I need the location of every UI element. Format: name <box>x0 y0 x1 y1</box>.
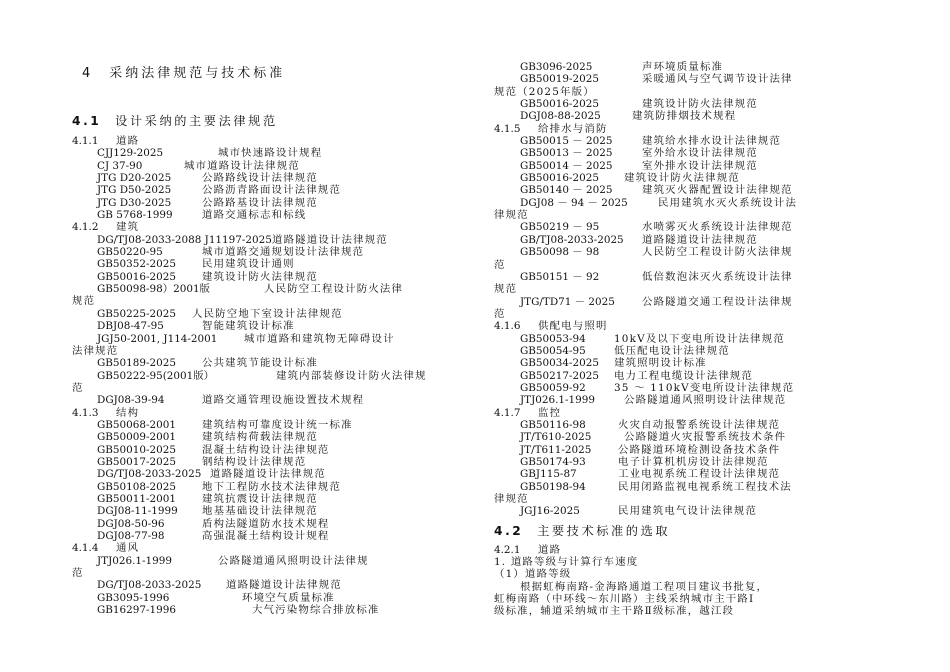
standard-name: 建筑结构可靠度设计统一标准 <box>202 418 353 431</box>
standard-entry <box>72 370 436 382</box>
paragraph-4-2-1 <box>494 556 858 618</box>
standard-code: GB50011-2001 <box>97 492 176 505</box>
standard-name: 建筑结构荷载法律规范 <box>202 431 318 444</box>
standard-entry <box>72 258 436 270</box>
standard-name: 10kV及以下变电所设计法律规范 <box>614 332 785 345</box>
standard-code: DG/TJ08-2033-2025 <box>97 579 202 592</box>
standard-name-continued: 规范 <box>72 295 96 308</box>
standard-entry <box>494 98 858 110</box>
standard-name: 低压配电设计法律规范 <box>614 344 730 357</box>
standard-entry <box>72 431 436 443</box>
standard-name: 城市快速路设计规程 <box>218 147 323 160</box>
standard-name: 公共建筑节能设计标准 <box>202 357 318 370</box>
standard-code: GB50140 － 2025 <box>520 184 613 197</box>
standard-entry <box>72 518 436 530</box>
standard-entry <box>494 481 858 493</box>
standard-code: GB 5768-1999 <box>97 209 173 222</box>
standard-code: GB3095-1996 <box>97 591 170 604</box>
subsection-4-1-4: 4.1.4 通风 <box>72 542 140 555</box>
standard-entry <box>494 357 858 369</box>
standard-name: 低倍数泡沫灭火系统设计法律 <box>642 270 793 283</box>
standard-code: DBJ08-47-95 <box>97 320 164 333</box>
standard-entry <box>72 530 436 542</box>
standard-name: 公路沥青路面设计法律规范 <box>202 184 342 197</box>
standard-name: 建筑给水排水设计法律规范 <box>642 135 782 148</box>
standard-code: GB50016-2025 <box>97 270 176 283</box>
standard-name: 建筑设计防火法律规范 <box>642 98 758 111</box>
standard-code: GB50217-2025 <box>520 369 599 382</box>
standard-code: GB50189-2025 <box>97 357 176 370</box>
standard-entry <box>494 197 858 209</box>
standard-code: JTJ026.1-1999 <box>520 394 595 407</box>
standard-entry <box>494 221 858 233</box>
standard-code: JGJ16-2025 <box>520 505 580 518</box>
standard-name: 建筑防排烟技术规程 <box>632 110 737 123</box>
subsection-4-1-7: 4.1.7 监控 <box>494 406 562 419</box>
standard-entry <box>72 333 436 345</box>
standard-name-continued: 规范（2025年版） <box>494 85 595 98</box>
standard-entry <box>494 382 858 394</box>
standard-name: 35 ～ 110kV变电所设计法律规范 <box>614 381 795 394</box>
standard-entry <box>72 592 436 604</box>
standard-code: CJ 37-90 <box>97 159 143 172</box>
left-column <box>72 66 436 616</box>
standard-code: GB50013 － 2025 <box>520 147 613 160</box>
chapter-heading <box>72 66 436 82</box>
standard-entry <box>72 579 436 591</box>
standard-name: 公路路基设计法律规范 <box>202 196 318 209</box>
right-column <box>494 61 858 618</box>
standard-code: GB50225-2025 <box>97 307 176 320</box>
standard-entry <box>72 197 436 209</box>
standard-name-continued: 范 <box>494 258 506 271</box>
standard-code: GB16297-1996 <box>97 604 176 617</box>
standard-name: 建筑内部装修设计防火法律规 <box>276 369 427 382</box>
standard-name: 大气污染物综合排放标准 <box>252 604 380 617</box>
standard-code: GB50034-2025 <box>520 357 599 370</box>
standard-code: JTG D20-2025 <box>97 172 172 185</box>
standard-entry <box>72 172 436 184</box>
standard-name: 道路交通管理设施设置技术规程 <box>202 394 365 407</box>
paragraph-line: 1. 道路等级与计算行车速度 <box>494 556 639 569</box>
standard-entry <box>72 419 436 431</box>
standard-entry <box>72 320 436 332</box>
standard-name: 钢结构设计法律规范 <box>202 455 307 468</box>
standard-name: 公路隧道环境检测设备技术条件 <box>618 443 781 456</box>
standard-code: GB50198-94 <box>520 480 586 493</box>
list-roads <box>72 147 436 221</box>
standard-entry <box>494 431 858 443</box>
standard-name-continued: 范 <box>72 381 84 394</box>
list-ventilation-cont <box>494 61 858 123</box>
standard-entry <box>494 333 858 345</box>
standard-code: JTJ026.1-1999 <box>97 554 172 567</box>
standard-code: GB50174-93 <box>520 456 586 468</box>
standard-entry <box>72 468 436 480</box>
standard-name: 声环境质量标准 <box>642 61 724 73</box>
standard-code: DGJ08-77-98 <box>97 530 165 542</box>
standard-code: GB50220-95 <box>97 246 163 259</box>
standard-name: 公路隧道通风照明设计法律规范 <box>624 394 787 407</box>
standard-name: 电子计算机机房设计法律规范 <box>618 456 769 468</box>
standard-code: GBJ115-87 <box>520 468 577 481</box>
standard-entry <box>494 172 858 184</box>
standard-entry <box>72 234 436 246</box>
standard-code: JTG D50-2025 <box>97 184 172 197</box>
standard-name: 工业电视系统工程设计法律规范 <box>618 468 781 481</box>
standard-code: GB50059-92 <box>520 381 586 394</box>
standard-name: 民用闭路监视电视系统工程技术法 <box>618 480 792 493</box>
standard-entry <box>72 604 436 616</box>
standard-entry <box>72 308 436 320</box>
subsection-4-1-3: 4.1.3 结构 <box>72 406 140 419</box>
standard-name: 室外给水设计法律规范 <box>642 147 758 160</box>
standard-name: 城市道路交通规划设计法律规范 <box>202 246 365 259</box>
standard-entry <box>494 110 858 122</box>
standard-entry <box>72 246 436 258</box>
standard-name: 民用建筑设计通则 <box>202 258 295 271</box>
standard-code: GB50019-2025 <box>520 73 599 86</box>
standard-name: 公路隧道交通工程设计法律规 <box>642 295 793 308</box>
standard-name-continued: 范 <box>494 307 506 320</box>
paragraph-line: 虹梅南路（中环线～东川路）主线采纳城市主干路Ⅰ <box>494 593 755 606</box>
standard-name: 公路路线设计法律规范 <box>202 172 318 185</box>
standard-entry <box>72 283 436 295</box>
standard-code: GB3096-2025 <box>520 61 593 73</box>
list-power-lighting <box>494 333 858 407</box>
paragraph-line: 根据虹梅南路-金海路通道工程项目建议书批复， <box>520 580 769 593</box>
standard-code: JGJ50-2001, J114-2001 <box>97 332 218 345</box>
chapter-title: 采纳法律规范与技术标准 <box>109 66 286 81</box>
standard-entry <box>72 481 436 493</box>
standard-entry <box>494 73 858 85</box>
standard-name-continued: 律规范 <box>494 209 529 222</box>
standard-entry <box>494 296 858 308</box>
standard-name: 城市道路和建筑物无障碍设计 <box>244 332 395 345</box>
standard-entry <box>72 394 436 406</box>
list-water-fire <box>494 135 858 320</box>
standard-code: GB50053-94 <box>520 332 586 345</box>
standard-name: 建筑设计防火法律规范 <box>202 270 318 283</box>
standard-code: DG/TJ08-2033-2025 <box>97 468 202 481</box>
standard-entry <box>72 456 436 468</box>
standard-name: 民用建筑水灭火系统设计法 <box>658 196 798 209</box>
standard-name: 建筑照明设计标准 <box>614 357 707 370</box>
standard-code: DGJ08-11-1999 <box>97 505 178 518</box>
standard-code: GB50016-2025 <box>520 98 599 111</box>
standard-name-continued: 律规范 <box>494 493 529 506</box>
standard-name-continued: 范 <box>72 567 84 580</box>
standard-entry <box>494 394 858 406</box>
standard-code: GB50009-2001 <box>97 431 176 444</box>
standard-name: 水喷雾灭火系统设计法律规范 <box>642 221 793 234</box>
standard-entry <box>72 184 436 196</box>
standard-entry <box>72 505 436 517</box>
standard-entry <box>494 234 858 246</box>
standard-code: JT/T611-2025 <box>520 443 592 456</box>
standard-entry <box>494 184 858 196</box>
standard-entry <box>494 271 858 283</box>
standard-name: 道路隧道设计法律规范 <box>210 468 326 481</box>
standard-name: 智能建筑设计标准 <box>202 320 295 333</box>
standard-entry <box>494 147 858 159</box>
standard-name: 城市道路设计法律规范 <box>184 159 300 172</box>
standard-name: 地基基础设计法律规范 <box>202 505 318 518</box>
standard-code: GB50054-95 <box>520 344 586 357</box>
standard-name-continued: 规范 <box>494 283 518 296</box>
standard-entry <box>72 444 436 456</box>
paragraph-line: 级标准，辅道采纳城市主干路Ⅱ级标准，越江段 <box>494 605 735 618</box>
standard-name: 高强混凝土结构设计规程 <box>202 530 330 542</box>
standard-name: 建筑抗震设计法律规范 <box>202 492 318 505</box>
subsection-4-1-5: 4.1.5 给排水与消防 <box>494 122 608 135</box>
standard-entry <box>72 160 436 172</box>
standard-entry <box>72 493 436 505</box>
standard-name: 火灾自动报警系统设计法律规范 <box>618 418 781 431</box>
list-ventilation <box>72 555 436 617</box>
standard-entry <box>494 505 858 517</box>
list-structure <box>72 419 436 542</box>
standard-name: 人民防空地下室设计法律规范 <box>192 307 343 320</box>
standard-code: DG/TJ08-2033-2088 J11197-2025 <box>97 233 272 246</box>
standard-name: 采暖通风与空气调节设计法律 <box>642 73 793 86</box>
subsection-4-2-1: 4.2.1 道路 <box>494 543 562 556</box>
standard-name: 民用建筑电气设计法律规范 <box>618 505 758 518</box>
standard-code: JTG/TD71 － 2025 <box>520 295 615 308</box>
standard-code: GB50016-2025 <box>520 172 599 185</box>
standard-code: GB50014 － 2025 <box>520 159 613 172</box>
standard-entry <box>494 370 858 382</box>
section-heading-4-1: 4.1 设计采纳的主要法律规范 <box>72 114 278 128</box>
paragraph-line: （1）道路等级 <box>494 568 572 581</box>
standard-entry <box>494 61 858 73</box>
standard-code: DGJ08-88-2025 <box>520 110 601 123</box>
standard-code: GB50108-2025 <box>97 480 176 493</box>
standard-name: 道路隧道设计法律规范 <box>226 579 342 592</box>
standard-entry <box>494 135 858 147</box>
standard-name: 盾构法隧道防水技术规程 <box>202 517 330 530</box>
standard-entry <box>72 555 436 567</box>
chapter-number: 4 <box>82 66 94 81</box>
standard-name: 道路隧道设计法律规范 <box>272 233 388 246</box>
standard-entry <box>494 456 858 468</box>
standard-entry <box>494 468 858 480</box>
standard-code: GB50015 － 2025 <box>520 135 613 148</box>
standard-code: GB50098 － 98 <box>520 246 600 259</box>
standard-name: 人民防空工程设计防火法律 <box>264 283 404 296</box>
section-heading-4-2: 4.2 主要技术标准的选取 <box>494 523 671 538</box>
standard-entry <box>494 246 858 258</box>
standard-code: GB50098-98）2001版 <box>97 283 210 296</box>
standard-code: GB50151 － 92 <box>520 270 600 283</box>
standard-code: GB50017-2025 <box>97 455 176 468</box>
subsection-4-1-6: 4.1.6 供配电与照明 <box>494 320 608 333</box>
list-monitoring <box>494 419 858 518</box>
standard-code: GB50219 － 95 <box>520 221 600 234</box>
standard-code: DGJ08 － 94 － 2025 <box>520 196 628 209</box>
standard-entry <box>494 345 858 357</box>
standard-name: 道路交通标志和标线 <box>202 209 307 222</box>
standard-name: 建筑灭火器配置设计法律规范 <box>642 184 793 197</box>
standard-entry <box>72 209 436 221</box>
standard-name: 道路隧道设计法律规范 <box>642 233 758 246</box>
subsection-4-1-2: 4.1.2 建筑 <box>72 221 140 234</box>
standard-name-continued: 法律规范 <box>72 344 119 357</box>
standard-entry <box>494 444 858 456</box>
standard-code: GB50352-2025 <box>97 258 176 271</box>
standard-code: DGJ08-39-94 <box>97 394 165 407</box>
standard-entry <box>72 357 436 369</box>
standard-name: 混凝土结构设计法律规范 <box>202 443 330 456</box>
standard-entry <box>494 160 858 172</box>
standard-name: 人民防空工程设计防火法律规 <box>642 246 793 259</box>
standard-code: CJJ129-2025 <box>97 147 164 160</box>
standard-entry <box>494 419 858 431</box>
standard-code: JTG D30-2025 <box>97 196 172 209</box>
standard-code: DGJ08-50-96 <box>97 517 165 530</box>
subsection-4-1-1: 4.1.1 道路 <box>72 135 140 147</box>
standard-code: GB50068-2001 <box>97 418 176 431</box>
standard-name: 地下工程防水技术法律规范 <box>202 480 342 493</box>
standard-code: GB50010-2025 <box>97 443 176 456</box>
standard-name: 公路隧道火灾报警系统技术条件 <box>624 431 787 444</box>
standard-name: 室外排水设计法律规范 <box>642 159 758 172</box>
standard-entry <box>72 147 436 159</box>
standard-name: 电力工程电缆设计法律规范 <box>614 369 754 382</box>
standard-code: GB50116-98 <box>520 418 586 431</box>
list-buildings <box>72 234 436 407</box>
standard-name: 公路隧道通风照明设计法律规 <box>218 554 369 567</box>
standard-code: GB50222-95(2001版） <box>97 369 215 382</box>
standard-code: JT/T610-2025 <box>520 431 592 444</box>
standard-code: GB/TJ08-2033-2025 <box>520 233 624 246</box>
standard-name: 环境空气质量标准 <box>242 591 335 604</box>
standard-name: 建筑设计防火法律规范 <box>624 172 740 185</box>
standard-entry <box>72 271 436 283</box>
